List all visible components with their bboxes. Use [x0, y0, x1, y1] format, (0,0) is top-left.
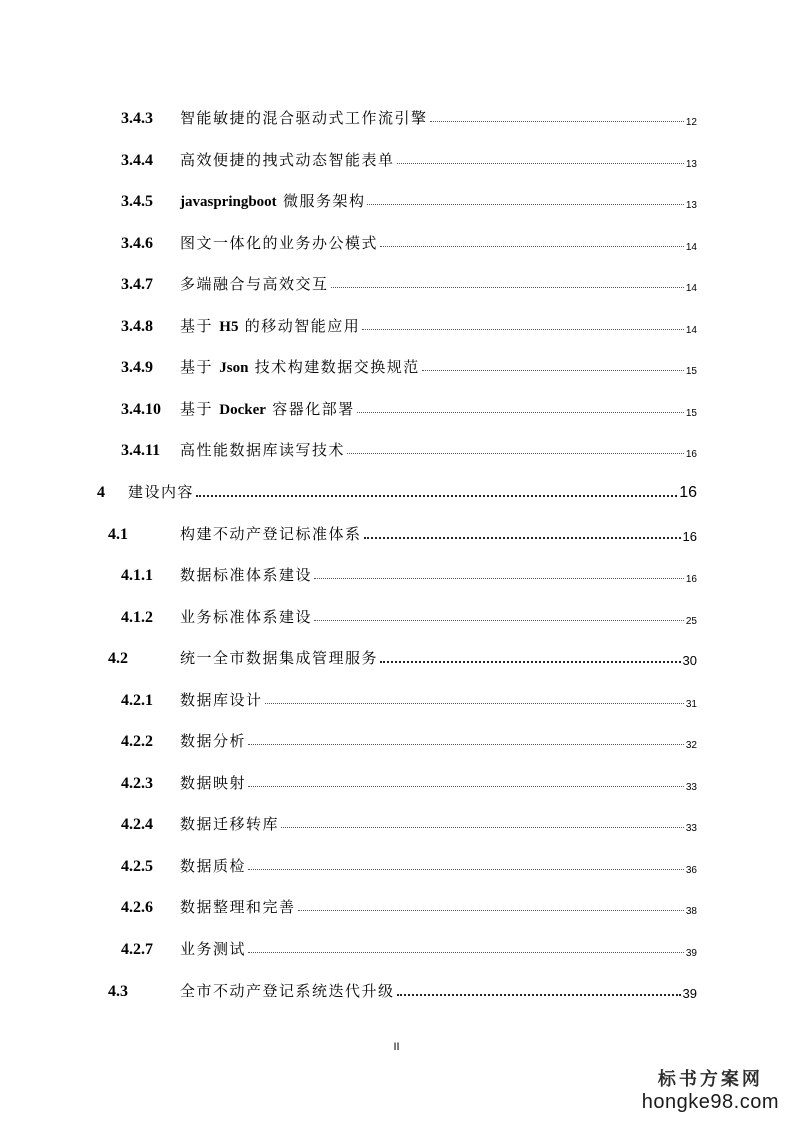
watermark-name: 标书方案网 — [657, 1069, 763, 1090]
toc-entry-title-part: 基于 — [180, 400, 220, 418]
toc-entry-page: 33 — [685, 823, 697, 834]
toc-entry-number: 3.4.3 — [121, 110, 153, 127]
watermark-url: hongke98.com — [641, 1091, 779, 1113]
toc-entry-page: 13 — [685, 159, 697, 170]
toc-entry-title-part: 构建不动产登记标准体系 — [180, 525, 362, 543]
toc-entry-title — [180, 564, 312, 585]
toc-entry-title-part: 的移动智能应用 — [238, 317, 361, 335]
toc-entry-title-part: 基于 — [180, 358, 220, 376]
toc-entry-title-part: javaspringboot — [180, 194, 277, 210]
toc-entry-title-part: 微服务架构 — [276, 192, 366, 210]
toc-entry[interactable] — [0, 268, 793, 298]
toc-leader-dots — [281, 827, 684, 828]
toc-leader-dots — [248, 869, 684, 870]
toc-entry-title — [180, 149, 395, 170]
toc-entry-number: 4.2.1 — [121, 692, 153, 709]
toc-entry[interactable] — [0, 933, 793, 963]
toc-entry[interactable] — [0, 351, 793, 381]
toc-entry-page: 16 — [682, 529, 697, 544]
toc-entry-title — [180, 190, 365, 211]
toc-entry-title-part: 多端融合与高效交互 — [180, 275, 329, 293]
toc-entry-title-part: 数据分析 — [180, 732, 247, 750]
toc-entry-title-part: 数据标准体系建设 — [180, 566, 313, 584]
toc-entry-number: 4.2.3 — [121, 775, 153, 792]
toc-leader-dots — [380, 661, 681, 663]
toc-entry-title — [180, 647, 378, 668]
toc-leader-dots — [248, 744, 684, 745]
toc-entry-title-part: 数据迁移转库 — [180, 815, 280, 833]
toc-entry-page: 25 — [685, 616, 697, 627]
toc-entry-page: 32 — [685, 740, 697, 751]
toc-entry-title-part: Json — [219, 360, 249, 376]
toc-entry-number: 4.2.2 — [121, 733, 153, 750]
toc-entry-title-part: 数据映射 — [180, 774, 247, 792]
toc-entry-number: 4.2.7 — [121, 941, 153, 958]
toc-entry-number: 4.1.1 — [121, 567, 153, 584]
toc-entry-page: 13 — [685, 200, 697, 211]
toc-entry-page: 39 — [682, 986, 697, 1001]
toc-entry[interactable] — [0, 725, 793, 755]
toc-entry-number: 3.4.7 — [121, 276, 153, 293]
toc-entry-title — [180, 730, 246, 751]
toc-entry-title-part: 高性能数据库读写技术 — [180, 441, 346, 459]
toc-entry[interactable] — [0, 144, 793, 174]
toc-entry-title — [180, 315, 360, 336]
toc-entry-title — [180, 855, 246, 876]
toc-entry-number: 3.4.11 — [121, 442, 161, 459]
toc-entry[interactable] — [0, 310, 793, 340]
toc-entry-number: 3.4.8 — [121, 318, 153, 335]
toc-leader-dots — [380, 246, 684, 247]
toc-entry-number: 4.1 — [108, 526, 128, 543]
toc-entry-title — [128, 481, 194, 502]
toc-entry-page: 16 — [685, 449, 697, 460]
toc-entry-page: 33 — [685, 782, 697, 793]
toc-entry-page: 14 — [685, 325, 697, 336]
toc-leader-dots — [364, 537, 681, 539]
toc-entry-title-part: 高效便捷的拽式动态智能表单 — [180, 151, 395, 169]
toc-entry-page: 15 — [685, 366, 697, 377]
toc-entry-page: 14 — [685, 283, 697, 294]
toc-entry-number: 4.2.5 — [121, 858, 153, 875]
toc-entry-page: 14 — [685, 242, 697, 253]
toc-entry-title-part: 容器化部署 — [265, 400, 355, 418]
toc-entry-number: 4.2.6 — [121, 899, 153, 916]
toc-entry-number: 4.2.4 — [121, 816, 153, 833]
toc-entry-page: 39 — [685, 948, 697, 959]
toc-entry[interactable] — [0, 767, 793, 797]
toc-leader-dots — [196, 495, 677, 497]
toc-entry-number: 3.4.4 — [121, 152, 153, 169]
toc-entry-title — [180, 980, 395, 1001]
toc-entry-title — [180, 232, 378, 253]
toc-leader-dots — [248, 952, 684, 953]
toc-entry-title — [180, 273, 329, 294]
watermark-logo — [642, 1065, 779, 1114]
toc-entry-title-part: 业务测试 — [180, 940, 247, 958]
toc-entry-title — [180, 689, 263, 710]
toc-entry[interactable] — [0, 518, 793, 548]
toc-entry-title — [180, 606, 312, 627]
toc-leader-dots — [362, 329, 684, 330]
toc-entry[interactable] — [0, 434, 793, 464]
toc-entry[interactable] — [0, 808, 793, 838]
toc-leader-dots — [397, 163, 684, 164]
toc-entry[interactable] — [0, 891, 793, 921]
toc-leader-dots — [314, 578, 684, 579]
toc-leader-dots — [357, 412, 684, 413]
toc-entry-page: 31 — [685, 699, 697, 710]
toc-entry-title-part: H5 — [219, 319, 239, 335]
toc-entry-title — [180, 938, 246, 959]
toc-entry-title-part: 业务标准体系建设 — [180, 608, 313, 626]
toc-entry-title — [180, 896, 296, 917]
toc-entry-number: 3.4.5 — [121, 193, 153, 210]
toc-entry[interactable] — [0, 227, 793, 257]
toc-leader-dots — [265, 703, 684, 704]
toc-leader-dots — [367, 204, 683, 205]
toc-entry[interactable] — [0, 684, 793, 714]
toc-entry-title-part: 统一全市数据集成管理服务 — [180, 649, 379, 667]
toc-leader-dots — [331, 287, 684, 288]
toc-entry-title — [180, 439, 345, 460]
toc-entry-title — [180, 398, 355, 419]
toc-entry-number: 3.4.6 — [121, 235, 153, 252]
toc-leader-dots — [248, 786, 684, 787]
toc-entry-title-part: 建设内容 — [128, 483, 195, 501]
toc-entry-title-part: 基于 — [180, 317, 220, 335]
toc-entry-number: 4.3 — [108, 983, 128, 1000]
toc-entry-page: 15 — [685, 408, 697, 419]
toc-leader-dots — [422, 370, 684, 371]
toc-entry[interactable] — [0, 393, 793, 423]
toc-entry-title-part: Docker — [219, 402, 266, 418]
toc-entry-page: 16 — [685, 574, 697, 585]
page-footer-number: II — [393, 1041, 400, 1053]
toc-entry[interactable] — [0, 601, 793, 631]
toc-entry-page: 12 — [685, 117, 697, 128]
toc-entry-number: 4 — [97, 484, 105, 501]
toc-entry-title-part: 全市不动产登记系统迭代升级 — [180, 982, 395, 1000]
toc-entry[interactable] — [0, 185, 793, 215]
toc-leader-dots — [430, 121, 684, 122]
toc-leader-dots — [347, 453, 684, 454]
toc-entry-title — [180, 772, 246, 793]
toc-entry[interactable] — [0, 476, 793, 506]
toc-entry[interactable] — [0, 642, 793, 672]
toc-entry-title-part: 数据质检 — [180, 857, 247, 875]
toc-entry-title — [180, 356, 420, 377]
toc-entry-title-part: 智能敏捷的混合驱动式工作流引擎 — [180, 109, 428, 127]
toc-entry-page: 38 — [685, 906, 697, 917]
toc-entry-title — [180, 813, 279, 834]
toc-entry-title — [180, 107, 428, 128]
toc-leader-dots — [298, 910, 684, 911]
toc-entry-title-part: 技术构建数据交换规范 — [248, 358, 420, 376]
toc-entry-number: 4.1.2 — [121, 609, 153, 626]
toc-leader-dots — [397, 994, 681, 996]
toc-entry-title-part: 数据库设计 — [180, 691, 263, 709]
toc-entry[interactable] — [0, 102, 793, 132]
toc-entry-title-part: 图文一体化的业务办公模式 — [180, 234, 379, 252]
toc-leader-dots — [314, 620, 684, 621]
toc-entry[interactable] — [0, 850, 793, 880]
toc-entry-title — [180, 523, 362, 544]
toc-entry[interactable] — [0, 559, 793, 589]
toc-entry-title-part: 数据整理和完善 — [180, 898, 296, 916]
toc-entry[interactable] — [0, 975, 793, 1005]
toc-entry-page: 16 — [679, 484, 697, 501]
toc-entry-page: 30 — [682, 653, 697, 668]
toc-entry-page: 36 — [685, 865, 697, 876]
toc-entry-number: 3.4.9 — [121, 359, 153, 376]
toc-entry-number: 4.2 — [108, 650, 128, 667]
toc-entry-number: 3.4.10 — [121, 401, 161, 418]
